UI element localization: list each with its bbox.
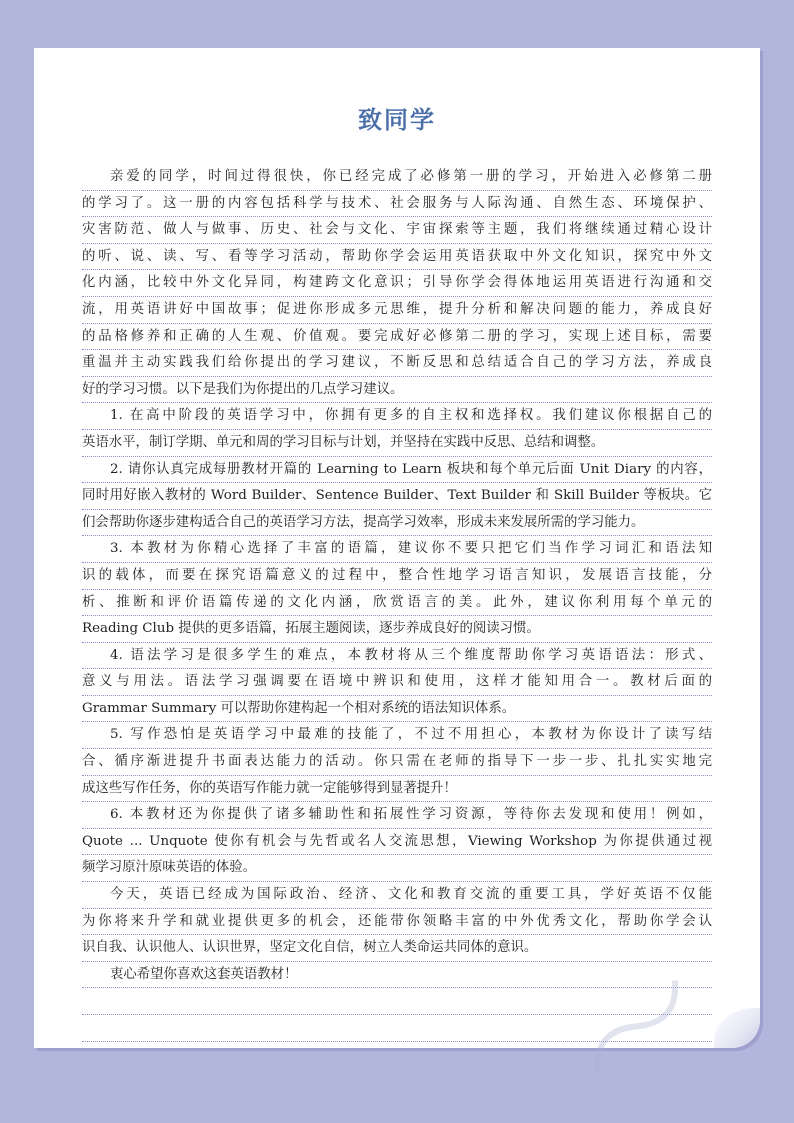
text-line: 灾害防范、做人与做事、历史、社会与文化、宇宙探索等主题，我们将继续通过精心设计 — [82, 217, 712, 244]
text-line: 衷心希望你喜欢这套英语教材！ — [82, 962, 712, 989]
text-line: 意义与用法。语法学习强调要在语境中辨识和使用，这样才能知用合一。教材后面的 — [82, 669, 712, 696]
text-line: 5. 写作恐怕是英语学习中最难的技能了，不过不用担心，本教材为你设计了读写结 — [82, 722, 712, 749]
text-line: 识自我、认识他人、认识世界，坚定文化自信，树立人类命运共同体的意识。 — [82, 935, 712, 962]
text-line: 合、循序渐进提升书面表达能力的活动。你只需在老师的指导下一步一步、扎扎实实地完 — [82, 749, 712, 776]
text-line: 析、推断和评价语篇传递的文化内涵，欣赏语言的美。此外，建议你利用每个单元的 — [82, 590, 712, 617]
text-line: 1. 在高中阶段的英语学习中，你拥有更多的自主权和选择权。我们建议你根据自己的 — [82, 403, 712, 430]
page-sheet — [34, 48, 760, 1048]
page-curl — [714, 1008, 760, 1048]
text-line: 2. 请你认真完成每册教材开篇的 Learning to Learn 板块和每个单元后面 Unit Diary 的内容， — [82, 457, 712, 484]
text-line: 识的载体，而要在探究语篇意义的过程中，整合性地学习语言知识，发展语言技能，分 — [82, 563, 712, 590]
text-line: 们会帮助你逐步建构适合自己的英语学习方法，提高学习效率，形成未来发展所需的学习能力。 — [82, 510, 712, 537]
text-line: 6. 本教材还为你提供了诸多辅助性和拓展性学习资源，等待你去发现和使用！例如， — [82, 802, 712, 829]
text-line: 同时用好嵌入教材的 Word Builder、Sentence Builder、Text Builder 和 Skill Builder 等板块。它 — [82, 483, 712, 510]
text-line: 流，用英语讲好中国故事；促进你形成多元思维，提升分析和解决问题的能力，养成良好 — [82, 297, 712, 324]
text-line: 的听、说、读、写、看等学习活动，帮助你学会运用英语获取中外文化知识，探究中外文 — [82, 244, 712, 271]
text-line: 今天，英语已经成为国际政治、经济、文化和教育交流的重要工具，学好英语不仅能 — [82, 882, 712, 909]
text-line: 3. 本教材为你精心选择了丰富的语篇，建议你不要只把它们当作学习词汇和语法知 — [82, 536, 712, 563]
text-line: Reading Club 提供的更多语篇，拓展主题阅读，逐步养成良好的阅读习惯。 — [82, 616, 712, 643]
text-line: 化内涵，比较中外文化异同，构建跨文化意识；引导你学会得体地运用英语进行沟通和交 — [82, 270, 712, 297]
text-line: Grammar Summary 可以帮助你建构起一个相对系统的语法知识体系。 — [82, 696, 712, 723]
text-line: 的学习了。这一册的内容包括科学与技术、社会服务与人际沟通、自然生态、环境保护、 — [82, 191, 712, 218]
text-line: Quote ... Unquote 使你有机会与先哲或名人交流思想，Viewing Workshop 为你提供通过视 — [82, 829, 712, 856]
text-line: 的品格修养和正确的人生观、价值观。要完成好必修第二册的学习，实现上述目标，需要 — [82, 324, 712, 351]
text-line: 好的学习习惯。以下是我们为你提出的几点学习建议。 — [82, 377, 712, 404]
text-line: 亲爱的同学，时间过得很快，你已经完成了必修第一册的学习，开始进入必修第二册 — [82, 164, 712, 191]
text-line: 频学习原汁原味英语的体验。 — [82, 855, 712, 882]
text-line: 为你将来升学和就业提供更多的机会，还能带你领略丰富的中外优秀文化，帮助你学会认 — [82, 909, 712, 936]
text-line: 成这些写作任务，你的英语写作能力就一定能够得到显著提升！ — [82, 776, 712, 803]
text-line: 4. 语法学习是很多学生的难点，本教材将从三个维度帮助你学习英语语法：形式、 — [82, 643, 712, 670]
text-line: 重温并主动实践我们给你提出的学习建议，不断反思和总结适合自己的学习方法，养成良 — [82, 350, 712, 377]
page-title: 致同学 — [358, 106, 436, 134]
letter-body — [82, 164, 712, 1042]
text-line: 英语水平，制订学期、单元和周的学习目标与计划，并坚持在实践中反思、总结和调整。 — [82, 430, 712, 457]
